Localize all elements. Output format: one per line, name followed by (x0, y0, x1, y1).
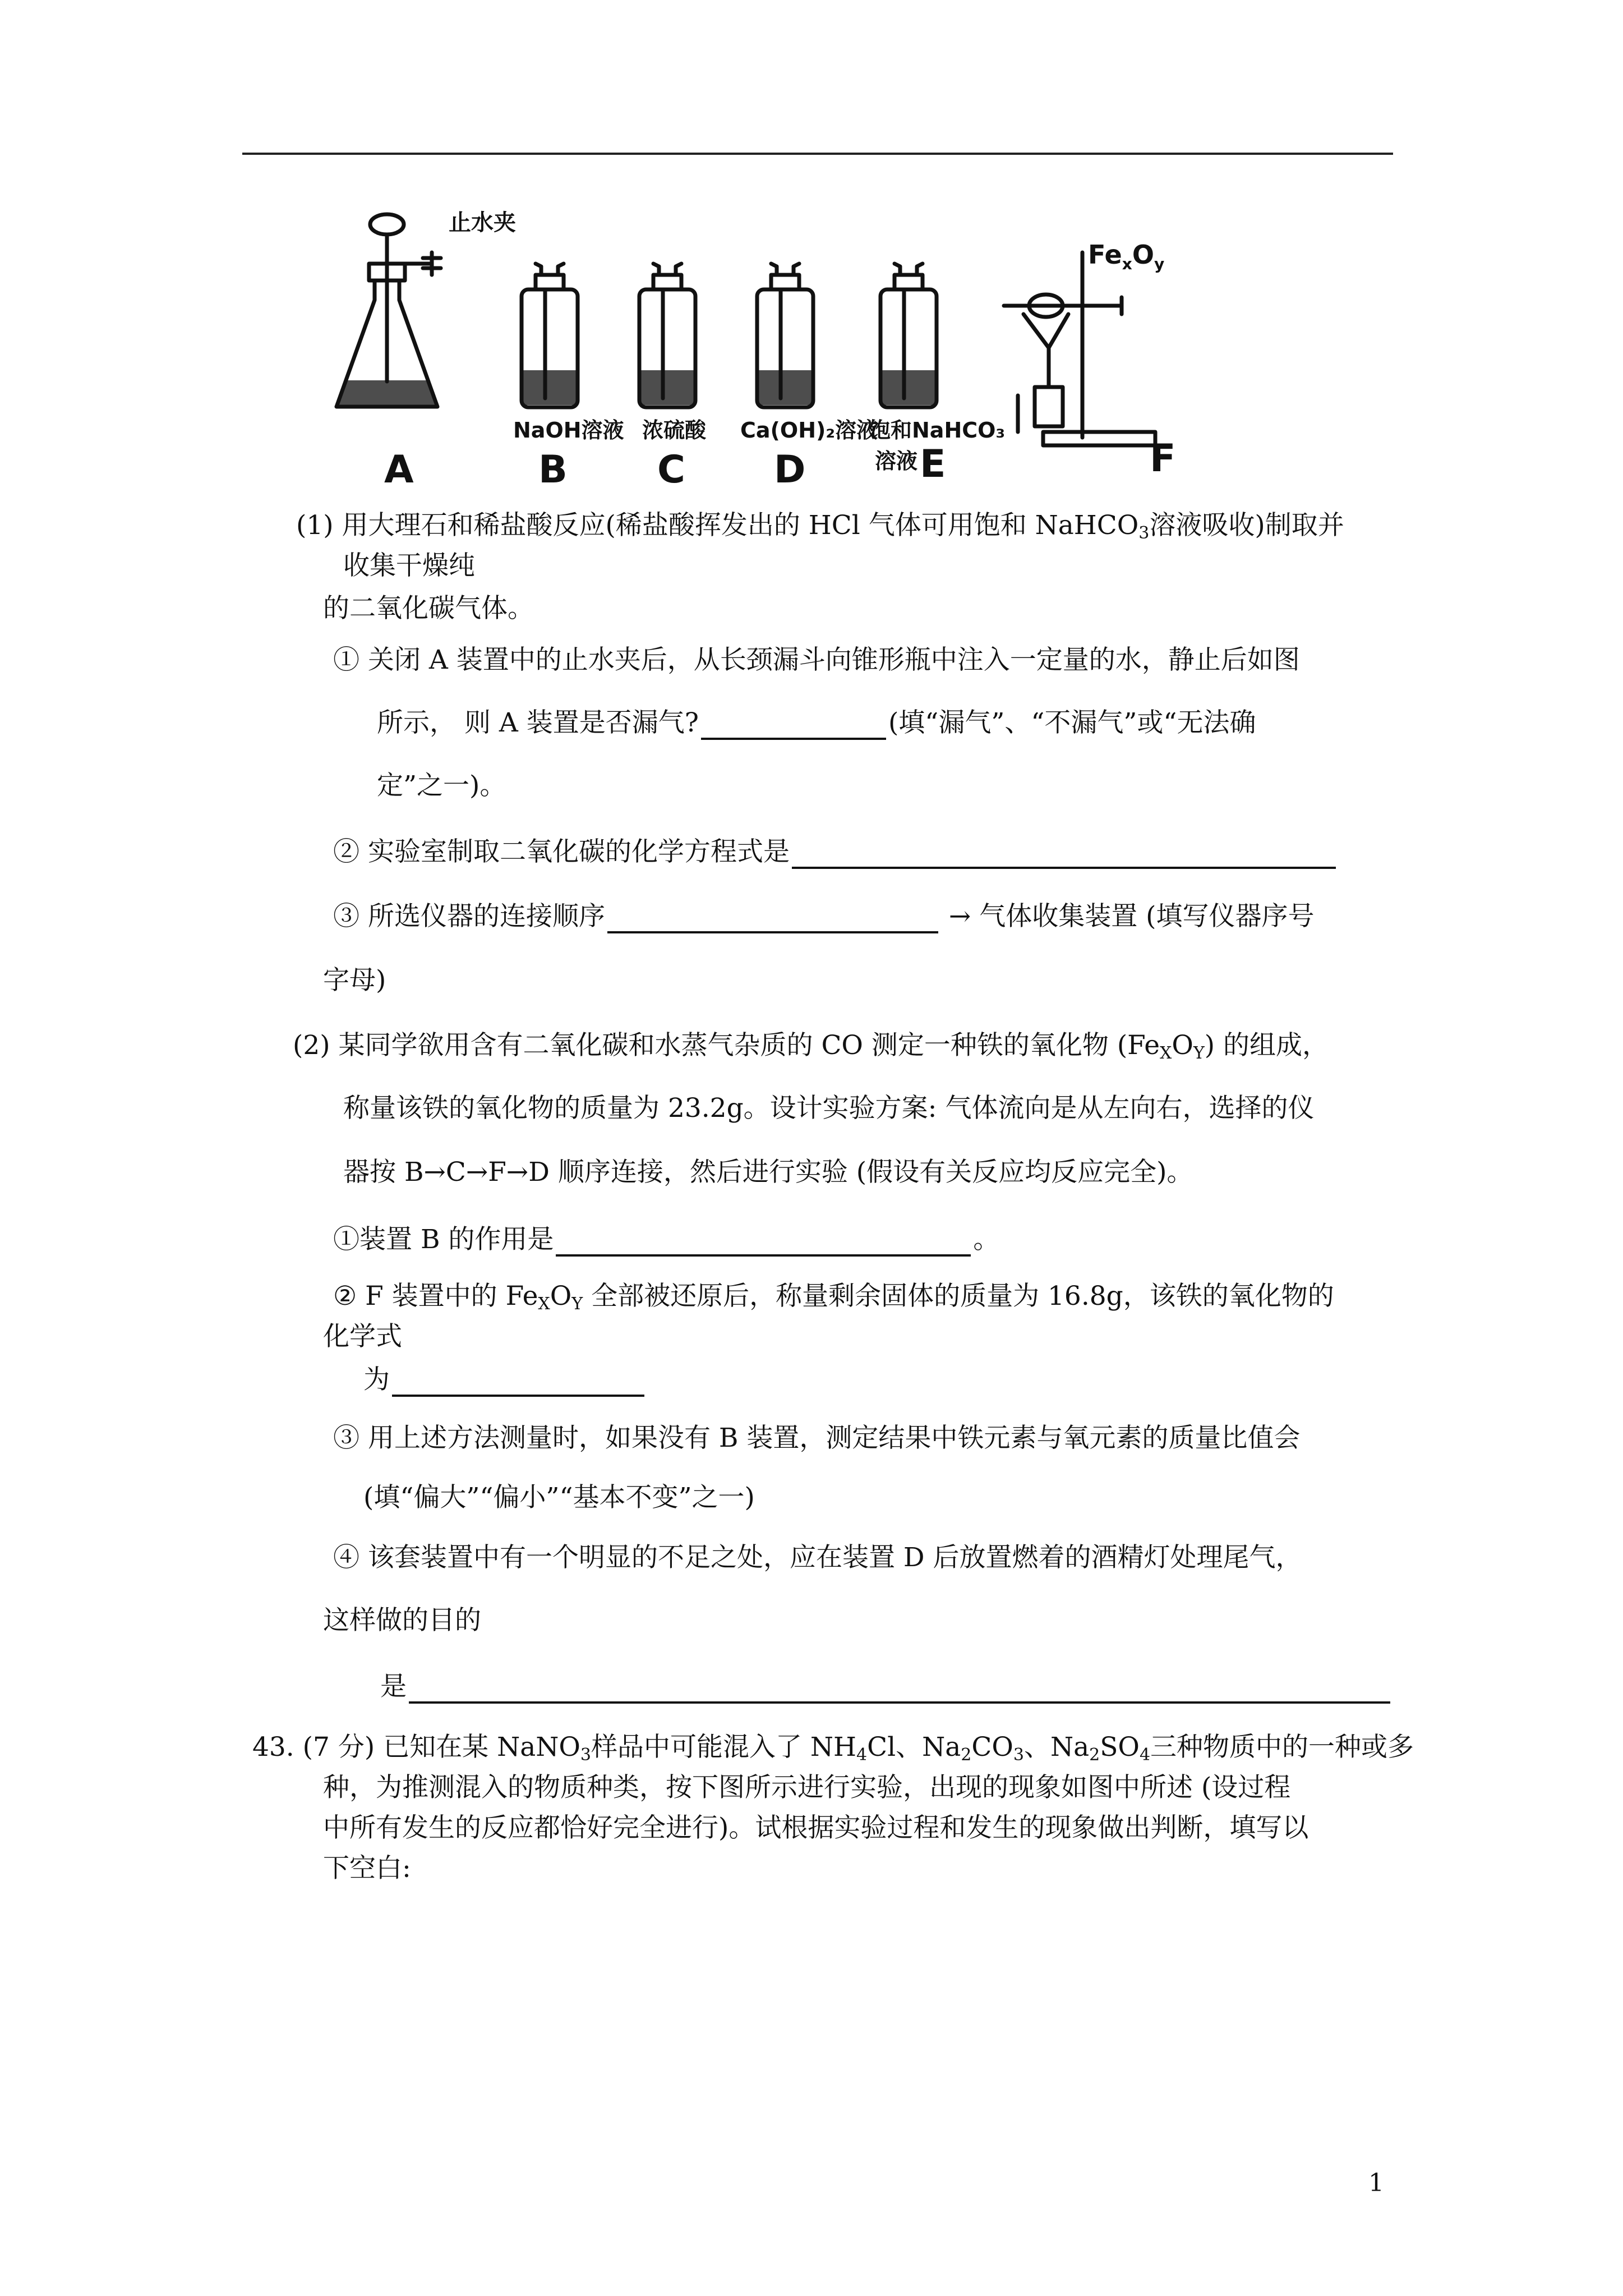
q2-s3-line2: (填“偏大”“偏小”“基本不变”之一) (363, 1482, 755, 1513)
q1-intro-line1: (1) 用大理石和稀盐酸反应(稀盐酸挥发出的 HCl 气体可用饱和 NaHCO$_3$溶液吸收)制取并 (296, 510, 1344, 543)
q2-purpose-answer-blank[interactable] (409, 1672, 1390, 1704)
q2-s4-line1: ④ 该套装置中有一个明显的不足之处，应在装置 D 后放置燃着的酒精灯处理尾气， (333, 1542, 1302, 1573)
bottle-d-label: Ca(OH)₂溶液 (740, 418, 878, 443)
q1-intro-line3: 的二氧化碳气体。 (323, 593, 534, 624)
letter-e: E (920, 442, 946, 486)
letter-d: D (774, 448, 806, 492)
q1-s1-line3: 定”之一)。 (377, 770, 506, 801)
q2-s3-line1: ③ 用上述方法测量时，如果没有 B 装置，测定结果中铁元素与氧元素的质量比值会 (333, 1423, 1301, 1453)
q1-equation-answer-blank[interactable] (792, 838, 1336, 869)
q2-formula-answer-blank[interactable] (392, 1365, 644, 1397)
apparatus-a-liquid (336, 380, 437, 407)
q2-s2-line3: 为 (363, 1363, 647, 1397)
bottle-c-label: 浓硫酸 (642, 418, 707, 443)
q2-s4-line2: 这样做的目的 (323, 1605, 481, 1636)
q2-s2-line2: 化学式 (323, 1321, 402, 1352)
q2-line2: 称量该铁的氧化物的质量为 23.2g。设计实验方案: 气体流向是从左向右，选择的仪 (343, 1093, 1315, 1124)
letter-b: B (538, 448, 568, 492)
q1-intro-line2: 收集干燥纯 (343, 550, 475, 581)
apparatus-e-liquid (882, 370, 935, 405)
q2-s1-line: ①装置 B 的作用是 。 (333, 1223, 999, 1257)
apparatus-figure (314, 202, 1256, 494)
q43-line3: 中所有发生的反应都恰好完全进行)。试根据实验过程和发生的现象做出判断，填写以 (323, 1812, 1309, 1843)
page-number: 1 (1368, 2169, 1384, 2197)
q1-s1-line2: 所示， 则 A 装置是否漏气? (填“漏气”、“不漏气”或“无法确 (377, 706, 1256, 740)
bottle-b-label: NaOH溶液 (513, 418, 624, 443)
apparatus-f-stand (1004, 252, 1155, 445)
q2-s2-line1: ② F 装置中的 $Fe_XO_Y$ 全部被还原后，称量剩余固体的质量为 16.8g，该铁的氧化物的 (333, 1281, 1334, 1314)
apparatus-b-liquid (523, 370, 576, 405)
q43-line1: 43. (7 分) 已知在某 NaNO$_3$样品中可能混入了 $NH_4Cl$、$Na_2CO_3$、$Na_2SO_4$三种物质中的一种或多 (252, 1732, 1414, 1765)
q1-s2-line: ② 实验室制取二氧化碳的化学方程式是 (333, 835, 1338, 869)
q43-line4: 下空白: (323, 1853, 411, 1884)
apparatus-drawing (314, 202, 1256, 494)
q1-order-answer-blank[interactable] (607, 902, 938, 933)
clamp-label: 止水夹 (449, 210, 516, 236)
fexoy-label: $Fe_xO_y$ (1088, 240, 1165, 273)
apparatus-a-flask (336, 214, 441, 407)
q2-s4-line3: 是 (380, 1670, 1393, 1704)
header-rule (242, 153, 1393, 155)
q1-s3-line2: 字母) (323, 965, 386, 996)
letter-c: C (657, 448, 685, 492)
letter-f: F (1150, 436, 1176, 481)
q2-device-b-purpose-blank[interactable] (556, 1225, 971, 1257)
q1-s3-line1: ③ 所选仪器的连接顺序 → 气体收集装置 (填写仪器序号 (333, 900, 1315, 933)
bottle-e-label-1: 饱和NaHCO₃ (869, 418, 1006, 443)
apparatus-c-liquid (641, 370, 694, 405)
letter-a: A (384, 448, 414, 492)
apparatus-d-liquid (759, 370, 811, 405)
q2-line3: 器按 B→C→F→D 顺序连接，然后进行实验 (假设有关反应均反应完全)。 (343, 1157, 1193, 1188)
bottle-e-label-2: 溶液 (875, 449, 918, 473)
q1-leak-answer-blank[interactable] (701, 708, 886, 740)
q43-line2: 种，为推测混入的物质种类，按下图所示进行实验，出现的现象如图中所述 (设过程 (323, 1772, 1291, 1803)
q1-s1-line1: ① 关闭 A 装置中的止水夹后，从长颈漏斗向锥形瓶中注入一定量的水，静止后如图 (333, 645, 1300, 675)
q2-line1: (2) 某同学欲用含有二氧化碳和水蒸气杂质的 CO 测定一种铁的氧化物 $(Fe_XO_Y)$ 的组成， (293, 1030, 1329, 1063)
